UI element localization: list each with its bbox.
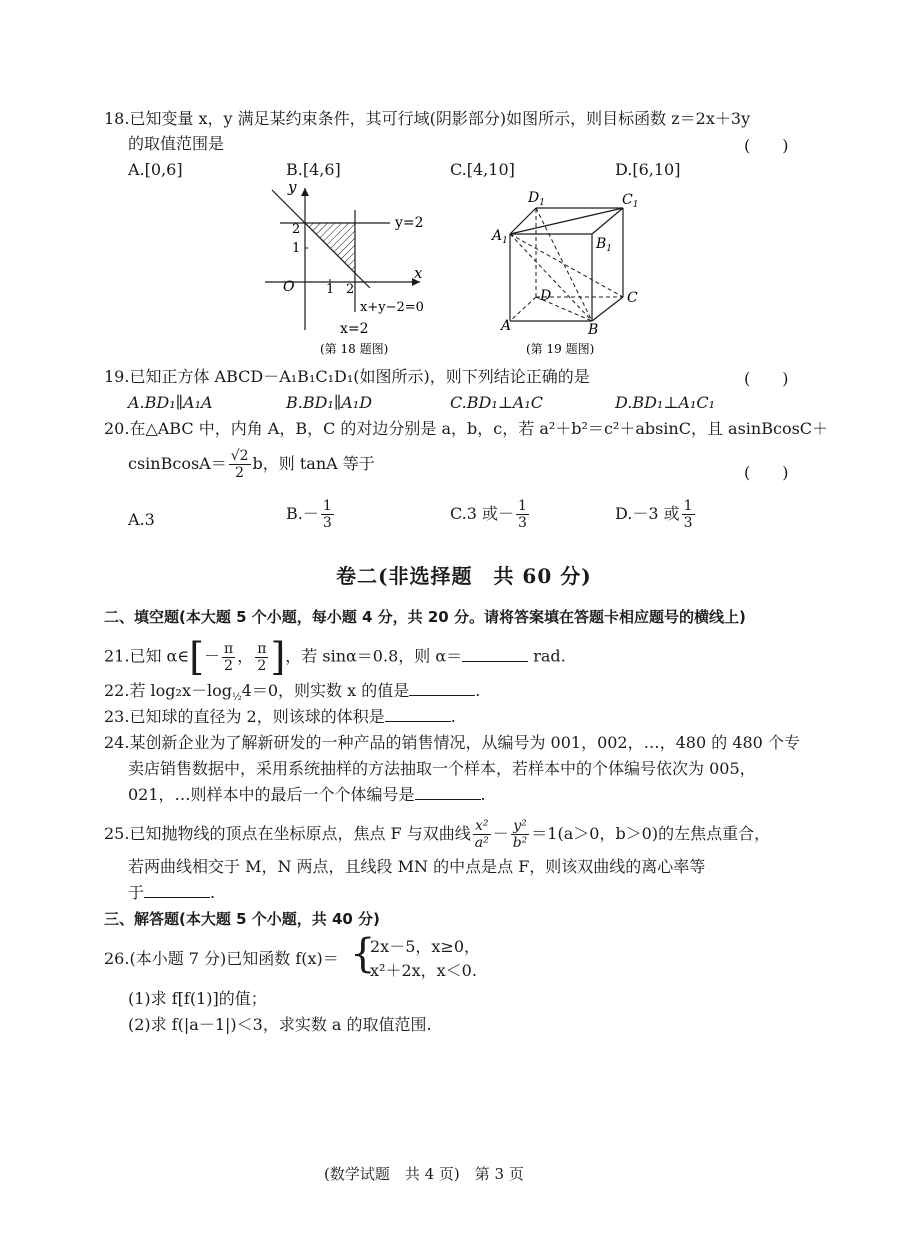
q18-stem-line2: 的取值范围是 (128, 134, 225, 153)
q25-line2: 若两曲线相交于 M，N 两点，且线段 MN 的中点是点 F，则该双曲线的离心率等 (128, 857, 706, 876)
q20-stem-line1: 20.在△ABC 中，内角 A，B，C 的对边分别是 a，b，c，若 a²＋b²＝c²＋absinC，且 asinBcosC＋ (104, 419, 829, 438)
q23-answer-blank[interactable] (385, 707, 451, 722)
q19-option-c: C.BD₁⊥A₁C (450, 393, 544, 412)
q25-line3: 于 . (128, 883, 216, 902)
q26-case1: 2x－5，x≥0， (370, 937, 480, 956)
q18-option-b: B.[4,6] (286, 160, 341, 179)
q20-option-a: A.3 (128, 510, 155, 529)
vertex-a1: $A_1$ (492, 228, 508, 246)
q22-answer-blank[interactable] (409, 681, 475, 696)
q24-answer-blank[interactable] (415, 785, 481, 800)
q26-stem: 26.(本小题 7 分)已知函数 f(x)＝ (104, 949, 339, 968)
vertex-d1: $D_1$ (528, 190, 545, 208)
q20-option-d: D.－3 或 $\frac{1}{3}$ (615, 498, 693, 531)
label-x-equals-2: x=2 (340, 321, 369, 337)
vertex-c: C (627, 290, 638, 306)
q26-case2: x²＋2x，x＜0. (370, 961, 477, 980)
q19-option-d: D.BD₁⊥A₁C₁ (615, 393, 716, 412)
q21: 21.已知 α∈[－ $\frac{\pi}{2}$ ， $\frac{\pi}{2}$ ]，若 sinα＝0.8，则 α＝ rad. (104, 635, 566, 679)
q20-option-c: C.3 或－ $\frac{1}{3}$ (450, 498, 527, 531)
q19-stem: 19.已知正方体 ABCD－A₁B₁C₁D₁(如图所示)，则下列结论正确的是 (104, 367, 590, 386)
q25-answer-blank[interactable] (144, 883, 210, 898)
q22: 22.若 $\log_2x-\log_{\frac{1}{2}}4=0$，则实数 x 的值是 . (104, 681, 481, 704)
figure-18-feasible-region (250, 180, 450, 360)
figure-18-caption: (第 18 题图) (320, 342, 389, 356)
q24-line3: 021，…则样本中的最后一个个体编号是 . (128, 785, 486, 804)
q18-option-a: A.[0,6] (128, 160, 183, 179)
q25-line1: 25.已知抛物线的顶点在坐标原点，焦点 F 与双曲线 $\frac{\text{x²}}{\text{a²}}$ － $\frac{\text{y²}}{\text{b²}}$ ＝1(a＞0，b＞0)的左焦点重合， (104, 818, 771, 851)
x-tick-1: 1 (326, 282, 335, 297)
vertex-d: D (540, 288, 552, 304)
vertex-b1: $B_1$ (596, 236, 613, 254)
q21-answer-blank[interactable] (462, 647, 528, 662)
origin-label: O (283, 279, 295, 295)
q19-option-b: B.BD₁∥A₁D (286, 393, 373, 412)
y-axis-label: y (288, 180, 297, 196)
q18-option-c: C.[4,10] (450, 160, 515, 179)
q26-brace: { (350, 931, 376, 977)
q24-line1: 24.某创新企业为了解新研发的一种产品的销售情况，从编号为 001，002，…，480 的 480 个专 (104, 733, 800, 752)
q19-answer-paren: ( ) (744, 369, 789, 388)
x-axis-label: x (414, 264, 423, 282)
q26-sub2: (2)求 f(|a－1|)＜3，求实数 a 的取值范围. (128, 1015, 432, 1034)
q20-option-b: B.－ $\frac{1}{3}$ (286, 498, 332, 531)
vertex-a: A (501, 318, 512, 334)
sqrt2-over-2-fraction: $\frac{√2}{2}$ (230, 448, 249, 481)
q18-answer-paren: ( ) (744, 136, 789, 155)
x-tick-2: 2 (346, 282, 355, 297)
q18-option-d: D.[6,10] (615, 160, 681, 179)
vertex-b: B (588, 322, 599, 338)
label-y-equals-2: y=2 (395, 215, 424, 231)
figure-19-cube (488, 186, 658, 361)
q20-stem-line2: csinBcosA＝ $\frac{√2}{2}$ b，则 tanA 等于 (128, 448, 375, 481)
part-3-heading: 三、解答题(本大题 5 个小题，共 40 分) (104, 910, 380, 928)
q20-answer-paren: ( ) (744, 463, 789, 482)
q23: 23.已知球的直径为 2，则该球的体积是 . (104, 707, 456, 726)
y-tick-1: 1 (292, 241, 301, 256)
part-2-heading: 二、填空题(本大题 5 个小题，每小题 4 分，共 20 分。请将答案填在答题卡相应题号的横线上) (104, 608, 746, 626)
section-2-title: 卷二(非选择题 共 60 分) (336, 564, 592, 588)
q18-stem-line1: 18.已知变量 x，y 满足某约束条件，其可行域(阴影部分)如图所示，则目标函数 z＝2x＋3y (104, 109, 751, 128)
vertex-c1: $C_1$ (622, 192, 639, 210)
label-x-plus-y: x+y−2=0 (360, 300, 424, 315)
q24-line2: 卖店销售数据中，采用系统抽样的方法抽取一个样本，若样本中的个体编号依次为 005， (128, 759, 756, 778)
q26-sub1: (1)求 f[f(1)]的值； (128, 989, 267, 1008)
page-footer: (数学试题 共 4 页) 第 3 页 (324, 1165, 524, 1183)
y-tick-2: 2 (292, 222, 301, 237)
q19-option-a: A.BD₁∥A₁A (128, 393, 213, 412)
figure-19-caption: (第 19 题图) (526, 342, 595, 356)
